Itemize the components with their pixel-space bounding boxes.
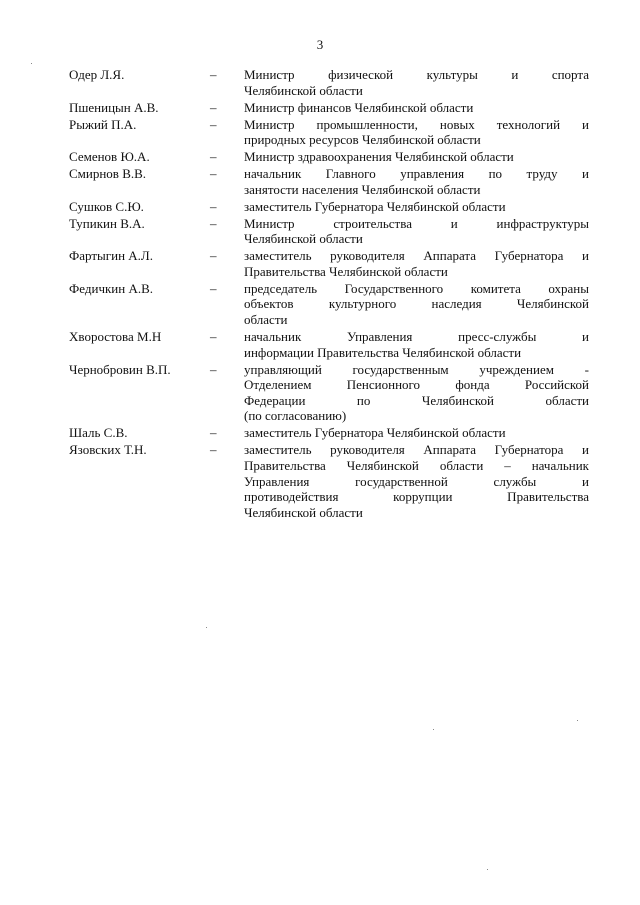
member-role-line: управляющий государственным учреждением - (244, 361, 589, 377)
member-role (244, 100, 589, 116)
member-role-line: Правительства Челябинской области – начальник (244, 457, 589, 473)
member-role (244, 199, 589, 215)
member-row (69, 216, 589, 247)
dash-separator: – (210, 116, 217, 132)
scan-speck (206, 627, 207, 628)
dash-separator: – (210, 99, 217, 115)
member-name: Чернобровин В.П. (69, 361, 171, 377)
member-name: Одер Л.Я. (69, 67, 125, 82)
member-row (69, 199, 589, 215)
member-role-line: информации Правительства Челябинской области (244, 344, 522, 360)
scan-speck (577, 720, 578, 721)
member-role (244, 362, 589, 424)
member-role (244, 281, 589, 328)
member-row (69, 425, 589, 441)
member-role (244, 117, 589, 148)
member-role-line: начальник Управления пресс-службы и (244, 329, 589, 345)
member-row (69, 166, 589, 197)
member-row (69, 248, 589, 279)
member-role-line: занятости населения Челябинской области (244, 181, 481, 197)
member-role-line: начальник Главного управления по труду и (244, 166, 589, 182)
page-number: 3 (316, 37, 324, 52)
member-role-line: председатель Государственного комитета охраны (244, 280, 589, 296)
member-role-line: Управления государственной службы и (244, 473, 589, 489)
member-role-line: (по согласованию) (244, 408, 347, 424)
member-role-line: Челябинской области (244, 82, 363, 98)
member-role (244, 329, 589, 360)
member-role-line: Министр промышленности, новых технологий и (244, 116, 589, 132)
scan-speck (433, 729, 434, 730)
member-name: Сушков С.Ю. (69, 198, 144, 214)
member-role-line: области (244, 312, 288, 328)
member-name: Тупикин В.А. (69, 215, 145, 231)
dash-separator: – (210, 67, 217, 82)
dash-separator: – (210, 361, 217, 377)
member-role-line: природных ресурсов Челябинской области (244, 132, 481, 148)
member-name: Фартыгин А.Л. (69, 248, 153, 264)
member-role-line: Челябинской области (244, 504, 363, 520)
member-role-line: Министр строительства и инфраструктуры (244, 215, 589, 231)
member-role-line: Министр здравоохранения Челябинской области (244, 149, 514, 165)
dash-separator: – (210, 280, 217, 296)
dash-separator: – (210, 329, 217, 345)
member-name: Семенов Ю.А. (69, 149, 150, 165)
member-row (69, 100, 589, 116)
dash-separator: – (210, 198, 217, 214)
dash-separator: – (210, 425, 217, 441)
member-name: Федичкин А.В. (69, 280, 154, 296)
dash-separator: – (210, 442, 217, 458)
member-role-line: объектов культурного наследия Челябинской (244, 296, 589, 312)
member-role (244, 248, 589, 279)
member-role-line: Федерации по Челябинской области (244, 392, 589, 408)
member-list (69, 67, 589, 522)
member-role-line: Министр физической культуры и спорта (244, 67, 589, 82)
member-role (244, 166, 589, 197)
member-role-line: противодействия коррупции Правительства (244, 489, 589, 505)
member-role (244, 216, 589, 247)
member-role-line: заместитель Губернатора Челябинской области (244, 425, 506, 441)
member-name: Шаль С.В. (69, 425, 128, 441)
scan-speck (31, 63, 32, 64)
member-name: Язовских Т.Н. (69, 442, 147, 458)
scan-speck (487, 869, 488, 870)
dash-separator: – (210, 248, 217, 264)
member-role (244, 149, 589, 165)
member-role-line: заместитель Губернатора Челябинской области (244, 198, 506, 214)
dash-separator: – (210, 166, 217, 182)
member-role-line: заместитель руководителя Аппарата Губернатора и (244, 442, 589, 458)
member-role-line: Челябинской области (244, 231, 363, 247)
member-row (69, 362, 589, 424)
member-name: Пшеницын А.В. (69, 99, 159, 115)
member-row (69, 117, 589, 148)
member-role (244, 442, 589, 520)
member-role-line: заместитель руководителя Аппарата Губернатора и (244, 248, 589, 264)
member-row (69, 149, 589, 165)
member-role (244, 425, 589, 441)
member-name: Хворостова М.Н (69, 329, 162, 345)
member-role-line: Министр финансов Челябинской области (244, 99, 474, 115)
dash-separator: – (210, 149, 217, 165)
member-row (69, 442, 589, 520)
dash-separator: – (210, 215, 217, 231)
member-name: Рыжий П.А. (69, 116, 137, 132)
member-row (69, 329, 589, 360)
member-role (244, 67, 589, 98)
member-row (69, 281, 589, 328)
member-role-line: Правительства Челябинской области (244, 263, 448, 279)
member-role-line: Отделением Пенсионного фонда Российской (244, 377, 589, 393)
member-row (69, 67, 589, 98)
member-name: Смирнов В.В. (69, 166, 147, 182)
